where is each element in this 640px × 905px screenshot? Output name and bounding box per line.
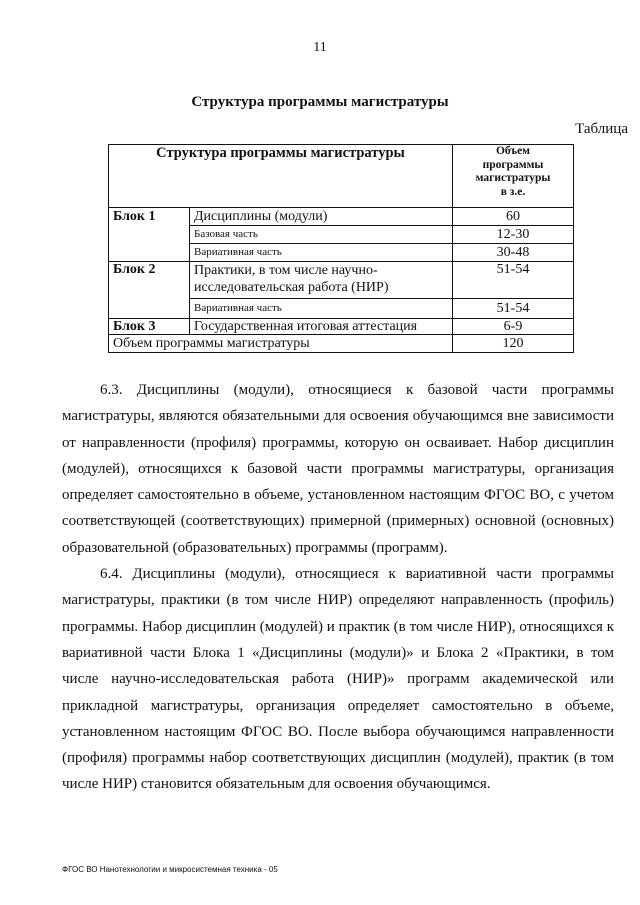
- total-label: Объем программы магистратуры: [109, 335, 453, 353]
- block-3-volume: 6-9: [453, 319, 574, 335]
- table-total-row: [109, 335, 574, 353]
- header-volume-line-1: Объем: [495, 145, 531, 157]
- table-header-row: [109, 145, 574, 208]
- program-structure-table: [108, 144, 574, 353]
- block-1-volume: 60: [453, 208, 574, 226]
- block-1-base-volume: 12-30: [453, 226, 574, 244]
- footer: ФГОС ВО Нанотехнологии и микросистемная техника - 05: [62, 865, 278, 874]
- block-1-name: Дисциплины (модули): [190, 208, 453, 226]
- paragraph-6-4: 6.4. Дисциплины (модули), относящиеся к вариативной части программы магистратуры, практики (в том числе НИР) определяют направленность (профиль) программы. Набор дисциплин (модулей) и практик (в том числе НИР), относящихся к вариативной части Блока 1 «Дисциплины (модули)» и Блока 2 «Практики, в том числе научно-исследовательская работа (НИР)» программ академической или прикладной магистратуры, организация определяет самостоятельно в объеме, установленном настоящим ФГОС ВО. После выбора обучающимся направленности (профиля) программы набор соответствующих дисциплин (модулей), практик (в том числе НИР) становится обязательным для освоения обучающимся.: [62, 566, 614, 793]
- block-3-name: Государственная итоговая аттестация: [190, 319, 453, 335]
- page-title: Структура программы магистратуры: [191, 94, 449, 110]
- paragraph-6-3: 6.3. Дисциплины (модули), относящиеся к базовой части программы магистратуры, являются обязательными для освоения обучающимся вне зависимости от направленности (профиля) программы, которую он осваивает. Набор дисциплин (модулей), относящихся к базовой части программы магистратуры, организация определяет самостоятельно в объеме, установленном настоящим ФГОС ВО, с учетом соответствующей (соответствующих) примерной (примерных) основной (основных) образовательной (образовательных) программы (программ).: [62, 382, 614, 556]
- block-2-name: Практики, в том числе научно-исследовательская работа (НИР): [190, 262, 453, 299]
- block-1-variable-part: Вариативная часть: [190, 244, 453, 262]
- table-label: Таблица: [575, 121, 628, 137]
- block-2-variable-part: Вариативная часть: [190, 299, 453, 319]
- table-row: [109, 208, 574, 226]
- block-3-label: Блок 3: [109, 319, 190, 335]
- total-volume: 120: [453, 335, 574, 353]
- block-2-label: Блок 2: [109, 262, 190, 319]
- block-1-base-part: Базовая часть: [190, 226, 453, 244]
- header-volume-line-3: магистратуры: [475, 172, 551, 184]
- page-number: 11: [313, 40, 327, 55]
- header-volume: [453, 145, 574, 208]
- body-text: [62, 377, 614, 798]
- header-structure: Структура программы магистратуры: [109, 145, 453, 208]
- header-volume-line-2: программы: [482, 158, 544, 171]
- header-volume-line-4: в з.е.: [500, 185, 526, 198]
- block-2-volume: 51-54: [453, 262, 574, 299]
- table-row: [109, 319, 574, 335]
- table-row: [109, 262, 574, 299]
- block-2-variable-volume: 51-54: [453, 299, 574, 319]
- block-1-variable-volume: 30-48: [453, 244, 574, 262]
- block-1-label: Блок 1: [109, 208, 190, 262]
